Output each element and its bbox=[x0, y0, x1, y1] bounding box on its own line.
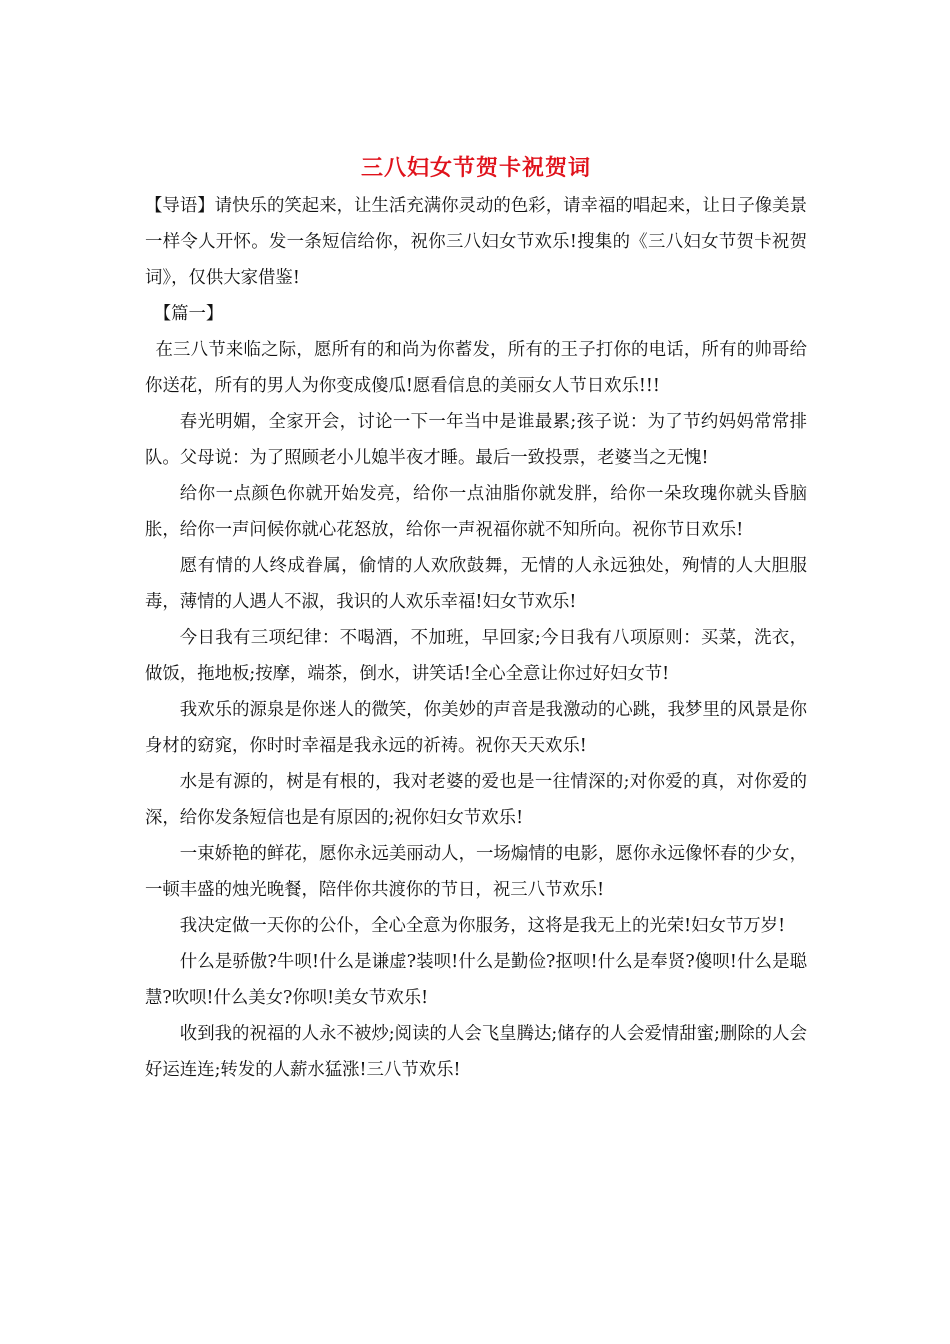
paragraph-9: 我决定做一天你的公仆，全心全意为你服务，这将是我无上的光荣!妇女节万岁! bbox=[179, 916, 786, 936]
paragraph-2: 春光明媚，全家开会，讨论一下一年当中是谁最累;孩子说：为了节约妈妈常常排队。父母说：为了照顾老小儿媳半夜才睡。最后一致投票，老婆当之无愧! bbox=[145, 412, 807, 468]
paragraph-1: 在三八节来临之际，愿所有的和尚为你蓄发，所有的王子打你的电话，所有的帅哥给你送花，所有的男人为你变成傻瓜!愿看信息的美丽女人节日欢乐!!! bbox=[145, 340, 807, 396]
paragraph-4: 愿有情的人终成眷属，偷情的人欢欣鼓舞，无情的人永远独处，殉情的人大胆服毒，薄情的人遇人不淑，我识的人欢乐幸福!妇女节欢乐! bbox=[145, 556, 807, 612]
document-page bbox=[145, 148, 807, 1088]
paragraph-3: 给你一点颜色你就开始发亮，给你一点油脂你就发胖，给你一朵玫瑰你就头昏脑胀，给你一声问候你就心花怒放，给你一声祝福你就不知所向。祝你节日欢乐! bbox=[145, 484, 807, 540]
paragraph-11: 收到我的祝福的人永不被炒;阅读的人会飞皇腾达;储存的人会爱情甜蜜;删除的人会好运连连;转发的人薪水猛涨!三八节欢乐! bbox=[145, 1024, 807, 1080]
paragraph-7: 水是有源的，树是有根的，我对老婆的爱也是一往情深的;对你爱的真，对你爱的深，给你发条短信也是有原因的;祝你妇女节欢乐! bbox=[145, 772, 807, 828]
intro-paragraph: 【导语】请快乐的笑起来，让生活充满你灵动的色彩，请幸福的唱起来，让日子像美景一样令人开怀。发一条短信给你，祝你三八妇女节欢乐!搜集的《三八妇女节贺卡祝贺词》，仅供大家借鉴! bbox=[145, 196, 807, 288]
paragraph-8: 一束娇艳的鲜花，愿你永远美丽动人，一场煽情的电影，愿你永远像怀春的少女，一顿丰盛的烛光晚餐，陪伴你共渡你的节日，祝三八节欢乐! bbox=[145, 844, 807, 900]
paragraph-5: 今日我有三项纪律：不喝酒，不加班，早回家;今日我有八项原则：买菜，洗衣，做饭，拖地板;按摩，端茶，倒水，讲笑话!全心全意让你过好妇女节! bbox=[145, 628, 807, 684]
document-title: 三八妇女节贺卡祝贺词 bbox=[360, 155, 591, 181]
paragraph-10: 什么是骄傲?牛呗!什么是谦虚?装呗!什么是勤俭?抠呗!什么是奉贤?傻呗!什么是聪慧?吹呗!什么美女?你呗!美女节欢乐! bbox=[145, 952, 807, 1008]
paragraph-6: 我欢乐的源泉是你迷人的微笑，你美妙的声音是我激动的心跳，我梦里的风景是你身材的窈窕，你时时幸福是我永远的祈祷。祝你天天欢乐! bbox=[145, 700, 807, 756]
section-label: 【篇一】 bbox=[153, 304, 224, 324]
